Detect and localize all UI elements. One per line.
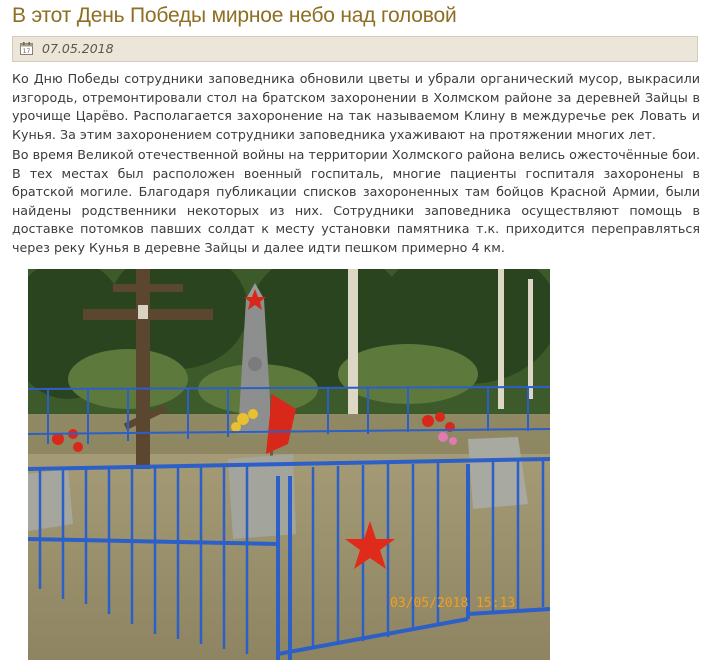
memorial-photo (28, 269, 550, 660)
post-date: 07.05.2018 (42, 41, 114, 56)
svg-text:17: 17 (22, 48, 31, 55)
page-title: В этот День Победы мирное небо над головой (12, 4, 457, 27)
article-paragraph: Во время Великой отечественной войны на территории Холмского района велись ожесточённые бои. В тех местах был расположен военный госпиталь, многие пациенты госпиталя захоронены в братской могиле. Благодаря публикации списков захороненных там бойцов Красной Армии, были найдены родственники некоторых из них. Сотрудники заповедника осуществляют помощь в доставке потомков павших солдат к месту установки памятника т.к. приходится переправляться через реку Кунья в деревне Зайцы и далее идти пешком примерно 4 км. (12, 147, 700, 255)
article-paragraph: Ко Дню Победы сотрудники заповедника обновили цветы и убрали органический мусор, выкрасили изгородь, отремонтировали стол на братском захоронении в Холмском районе за деревней Зайцы в урочище Царёво. Располагается захоронение на так называемом Клину в междуречье рек Ловать и Кунья. За этим захоронением сотрудники заповедника ухаживают на протяжении многих лет. (12, 71, 700, 142)
date-bar (12, 36, 698, 62)
photo-timestamp: 03/05/2018 15:13 (390, 596, 516, 611)
calendar-icon (20, 42, 33, 55)
